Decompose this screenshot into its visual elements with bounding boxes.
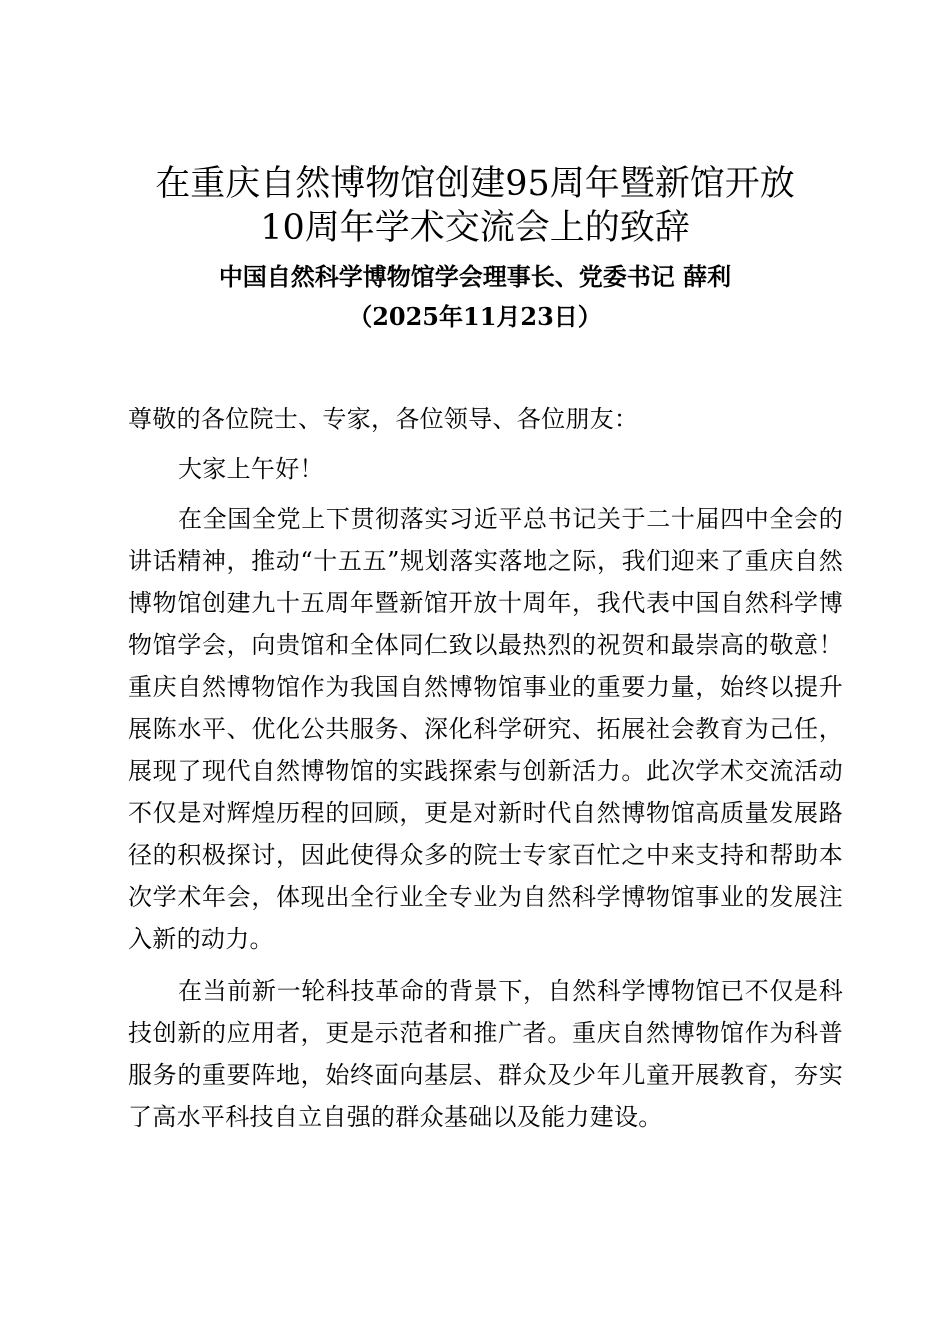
document-author: 中国自然科学博物馆学会理事长、党委书记 薛利 (218, 262, 732, 291)
salutation: 尊敬的各位院士、专家，各位领导、各位朋友： (128, 405, 639, 433)
document-body (128, 398, 843, 1148)
greeting: 大家上午好！ (178, 455, 324, 483)
title-block (0, 162, 950, 337)
body-paragraph-2: 在当前新一轮科技革命的背景下，自然科学博物馆已不仅是科技创新的应用者，更是示范者和推广者。重庆自然博物馆作为科普服务的重要阵地，始终面向基层、群众及少年儿童开展教育，夯实了高水平科技自立自强的群众基础以及能力建设。 (128, 977, 843, 1131)
document-title-line-1: 在重庆自然博物馆创建95周年暨新馆开放 (155, 164, 795, 204)
body-paragraph-1: 在全国全党上下贯彻落实习近平总书记关于二十届四中全会的讲话精神，推动“十五五”规划落实落地之际，我们迎来了重庆自然博物馆创建九十五周年暨新馆开放十周年，我代表中国自然科学博物馆学会，向贵馆和全体同仁致以最热烈的祝贺和最崇高的敬意！重庆自然博物馆作为我国自然博物馆事业的重要力量，始终以提升展陈水平、优化公共服务、深化科学研究、拓展社会教育为己任，展现了现代自然博物馆的实践探索与创新活力。此次学术交流活动不仅是对辉煌历程的回顾，更是对新时代自然博物馆高质量发展路径的积极探讨，因此使得众多的院士专家百忙之中来支持和帮助本次学术年会，体现出全行业全专业为自然科学博物馆事业的发展注入新的动力。 (128, 505, 843, 953)
document-title-line-2: 10周年学术交流会上的致辞 (260, 208, 690, 248)
document-date: （2025年11月23日） (348, 302, 602, 331)
